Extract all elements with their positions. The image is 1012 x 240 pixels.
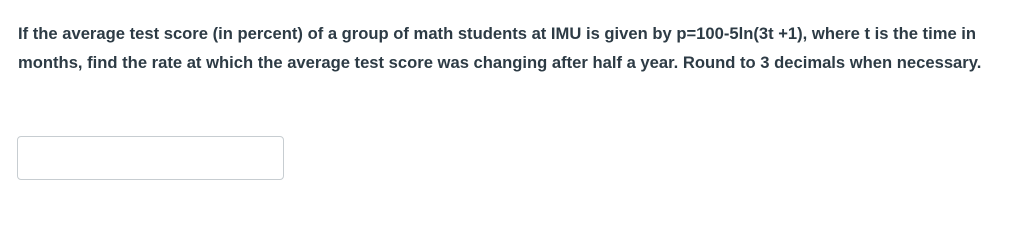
answer-input[interactable] (17, 136, 284, 180)
question-text: If the average test score (in percent) of a group of math students at IMU is given by p=100-5ln(3t +1), where t is the time in months, find the rate at which the average test score was changing after half a year. Round to 3 decimals when necessary. (18, 24, 982, 72)
